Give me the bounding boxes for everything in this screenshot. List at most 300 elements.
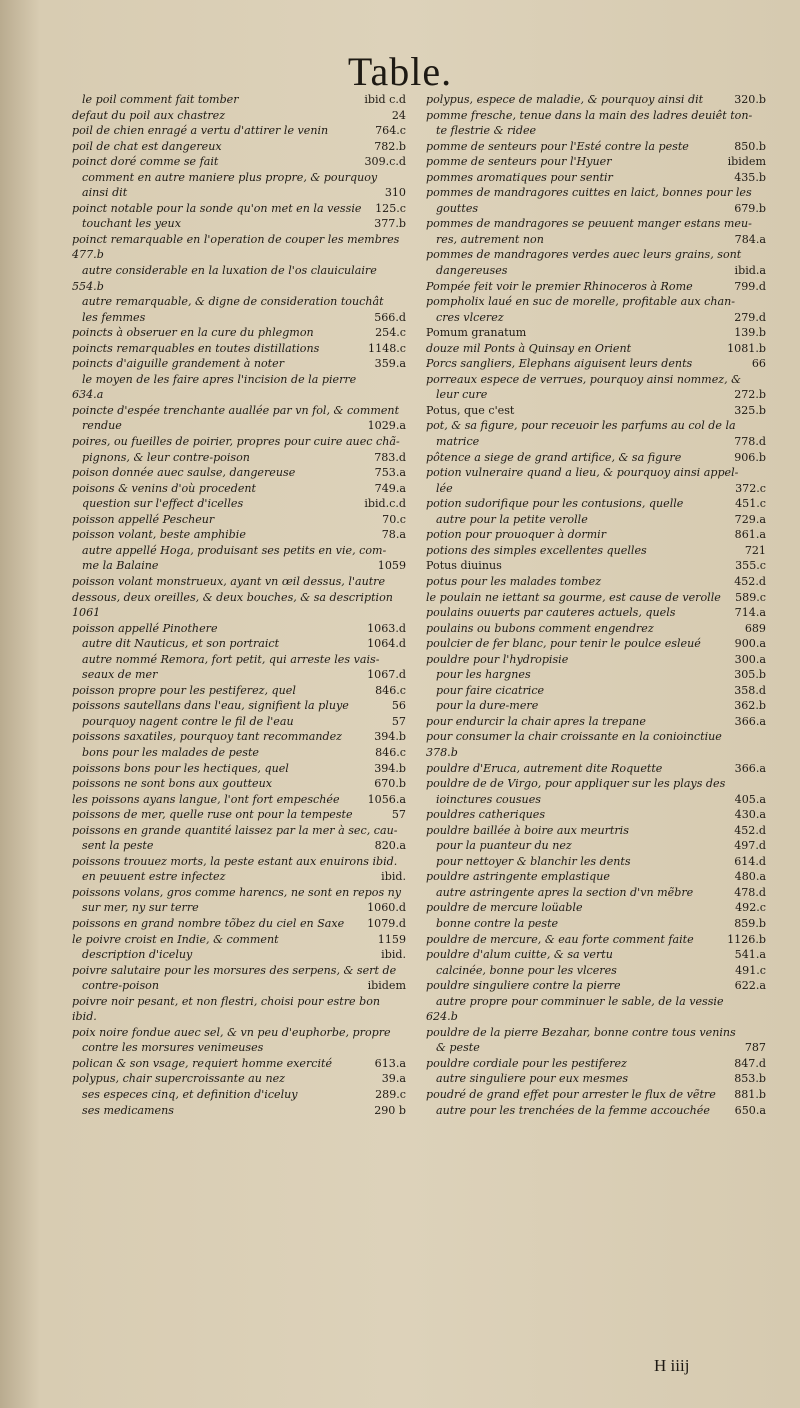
- index-entry: [72, 792, 406, 808]
- entry-text: poissons saxatiles, pourquoy tant recommandez: [72, 730, 343, 744]
- entry-text: pouldre de mercure, & eau forte comment faite: [426, 932, 694, 946]
- entry-text: ainsi dit: [82, 186, 128, 200]
- entry-page-ref: 139.b: [734, 326, 766, 340]
- index-entry: [426, 154, 766, 170]
- index-entry: [426, 1103, 766, 1119]
- entry-page-ref: 846.c: [375, 683, 406, 697]
- index-entry: [72, 574, 406, 590]
- index-entry: [426, 947, 766, 963]
- entry-text: pignons, & leur contre-poison: [82, 450, 250, 464]
- index-entry: [426, 745, 766, 761]
- index-entry: [426, 341, 766, 357]
- entry-page-ref: 1029.a: [367, 419, 406, 433]
- entry-page-ref: 714.a: [734, 606, 766, 620]
- entry-text: pour la dure-mere: [436, 699, 539, 713]
- index-entry: [72, 621, 406, 637]
- entry-text: pourquoy nagent contre le fil de l'eau: [82, 714, 294, 728]
- entry-text: 624.b: [426, 1010, 458, 1024]
- index-entry: [426, 869, 766, 885]
- index-entry: [72, 216, 406, 232]
- entry-text: sur mer, ny sur terre: [82, 901, 199, 915]
- index-entry: [426, 729, 766, 745]
- index-entry: [72, 527, 406, 543]
- entry-text: douze mil Ponts à Quinsay en Orient: [426, 341, 632, 355]
- entry-text: pouldre singuliere contre la pierre: [426, 979, 621, 993]
- entry-page-ref: 721: [744, 543, 766, 557]
- index-entry: [72, 185, 406, 201]
- entry-page-ref: 305.b: [734, 668, 766, 682]
- entry-page-ref: 372.c: [735, 481, 766, 495]
- index-entry: [72, 294, 406, 310]
- index-entry: [72, 776, 406, 792]
- entry-text: bonne contre la peste: [436, 916, 559, 930]
- index-entry: [426, 605, 766, 621]
- entry-page-ref: 355.c: [735, 559, 766, 573]
- entry-text: Potus diuinus: [426, 559, 502, 573]
- entry-page-ref: 853.b: [734, 1072, 766, 1086]
- entry-text: 1061: [72, 606, 101, 620]
- entry-page-ref: 900.a: [734, 637, 766, 651]
- entry-page-ref: 125.c: [375, 201, 406, 215]
- index-entry: [72, 605, 406, 621]
- index-entry: [72, 636, 406, 652]
- entry-text: polican & son vsage, requiert homme exercité: [72, 1056, 333, 1070]
- index-entry: [72, 869, 406, 885]
- entry-text: pouldre baillée à boire aux meurtris: [426, 823, 629, 837]
- entry-text: poisson volant monstrueux, ayant vn œil dessus, l'autre: [72, 574, 386, 588]
- entry-page-ref: ibid.c.d: [364, 497, 406, 511]
- index-entry: [72, 201, 406, 217]
- entry-page-ref: 325.b: [734, 403, 766, 417]
- entry-text: poivre noir pesant, et non flestri, choisi pour estre bon: [72, 994, 381, 1008]
- entry-page-ref: 1060.d: [367, 901, 406, 915]
- index-entry: [426, 994, 766, 1010]
- entry-page-ref: 451.c: [735, 497, 766, 511]
- index-entry: [72, 232, 406, 248]
- entry-text: poison donnée auec saulse, dangereuse: [72, 466, 296, 480]
- entry-page-ref: 799.d: [734, 279, 766, 293]
- entry-text: pomme de senteurs pour l'Hyuer: [426, 155, 612, 169]
- entry-text: pot, & sa figure, pour receuoir les parfums au col de la: [426, 419, 736, 433]
- entry-text: autre propre pour comminuer le sable, de la vessie: [436, 994, 724, 1008]
- entry-text: pompholix laué en suc de morelle, profitable aux chan-: [426, 295, 735, 309]
- entry-text: pouldre pour l'hydropisie: [426, 652, 569, 666]
- entry-page-ref: ibid.: [381, 870, 406, 884]
- index-entry: [426, 216, 766, 232]
- index-entry: [72, 947, 406, 963]
- entry-page-ref: ibid c.d: [364, 93, 406, 106]
- entry-page-ref: 279.d: [734, 310, 766, 324]
- entry-page-ref: 689: [744, 621, 766, 635]
- entry-page-ref: 405.a: [734, 792, 766, 806]
- index-entry: [72, 558, 406, 574]
- index-entry: [426, 698, 766, 714]
- index-entry: [72, 1071, 406, 1087]
- entry-page-ref: 310: [384, 186, 406, 200]
- entry-text: autre dit Nauticus, et son portraict: [82, 637, 280, 651]
- index-entry: [72, 325, 406, 341]
- index-entry: [426, 310, 766, 326]
- entry-page-ref: 784.a: [734, 232, 766, 246]
- index-entry: [426, 652, 766, 668]
- index-entry: [72, 916, 406, 932]
- index-entry: [72, 807, 406, 823]
- index-entry: [72, 729, 406, 745]
- index-entry: [426, 481, 766, 497]
- index-entry: [426, 792, 766, 808]
- entry-text: dessous, deux oreilles, & deux bouches, & sa description: [72, 590, 393, 604]
- entry-text: poinct remarquable en l'operation de couper les membres: [72, 232, 400, 246]
- index-entry: [426, 667, 766, 683]
- index-entry: [72, 963, 406, 979]
- entry-page-ref: 358.d: [734, 683, 766, 697]
- entry-page-ref: 679.b: [734, 201, 766, 215]
- entry-text: pouldre de la pierre Bezahar, bonne contre tous venins: [426, 1025, 736, 1039]
- index-entry: [426, 123, 766, 139]
- entry-text: pour les hargnes: [436, 668, 531, 682]
- index-entry: [426, 1056, 766, 1072]
- entry-text: autre appellé Hoga, produisant ses petits en vie, com-: [82, 543, 387, 557]
- index-entry: [72, 714, 406, 730]
- entry-page-ref: 497.d: [734, 839, 766, 853]
- entry-text: le poulain ne iettant sa gourme, est cause de verolle: [426, 590, 721, 604]
- entry-text: le moyen de les faire apres l'incision de la pierre: [82, 372, 357, 386]
- index-entry: [426, 900, 766, 916]
- entry-text: & peste: [436, 1041, 480, 1055]
- entry-page-ref: 78.a: [381, 528, 406, 542]
- entry-page-ref: 1067.d: [367, 668, 406, 682]
- entry-text: pouldre astringente emplastique: [426, 870, 610, 884]
- index-entry: [426, 434, 766, 450]
- index-entry: [426, 418, 766, 434]
- entry-text: potion vulneraire quand a lieu, & pourquoy ainsi appel-: [426, 466, 739, 480]
- entry-page-ref: 366.a: [734, 714, 766, 728]
- index-entry: [426, 92, 766, 108]
- index-entry: [72, 854, 406, 870]
- entry-page-ref: 764.c: [375, 124, 406, 138]
- index-entry: [72, 341, 406, 357]
- entry-page-ref: 394.b: [374, 730, 406, 744]
- index-entry: [426, 232, 766, 248]
- index-entry: [426, 543, 766, 559]
- entry-page-ref: 70.c: [382, 512, 406, 526]
- entry-page-ref: 57: [391, 714, 406, 728]
- entry-text: calcinée, bonne pour les vlceres: [436, 963, 617, 977]
- entry-page-ref: 362.b: [734, 699, 766, 713]
- entry-page-ref: 749.a: [374, 481, 406, 495]
- entry-text: res, autrement non: [436, 232, 544, 246]
- entry-text: poissons ne sont bons aux goutteux: [72, 777, 272, 791]
- entry-page-ref: 566.d: [374, 310, 406, 324]
- index-entry: [72, 387, 406, 403]
- index-entry: [426, 932, 766, 948]
- entry-page-ref: 783.d: [374, 450, 406, 464]
- index-entry: [426, 683, 766, 699]
- entry-page-ref: 359.a: [374, 357, 406, 371]
- index-entry: [72, 170, 406, 186]
- entry-text: pouldre d'alum cuitte, & sa vertu: [426, 948, 613, 962]
- entry-text: le poil comment fait tomber: [82, 93, 239, 106]
- entry-text: porreaux espece de verrues, pourquoy ainsi nommez, &: [426, 372, 742, 386]
- entry-text: pour faire cicatrice: [436, 683, 545, 697]
- entry-page-ref: 1081.b: [727, 341, 766, 355]
- index-entry: [426, 776, 766, 792]
- entry-text: Pomum granatum: [426, 326, 527, 340]
- entry-text: poissons en grand nombre tõbez du ciel en Saxe: [72, 916, 345, 930]
- entry-text: poincts d'aiguille grandement à noter: [72, 357, 284, 371]
- index-entry: [72, 900, 406, 916]
- index-entry: [426, 185, 766, 201]
- entry-text: autre nommé Remora, fort petit, qui arreste les vais-: [82, 652, 380, 666]
- entry-text: poinct doré comme se fait: [72, 155, 219, 169]
- entry-text: pomme de senteurs pour l'Esté contre la peste: [426, 139, 689, 153]
- index-entry: [426, 527, 766, 543]
- entry-page-ref: 478.d: [734, 885, 766, 899]
- index-entry: [426, 558, 766, 574]
- entry-text: pommes de mandragores verdes auec leurs grains, sont: [426, 248, 742, 262]
- entry-page-ref: 254.c: [375, 326, 406, 340]
- entry-text: poisson propre pour les pestiferez, quel: [72, 683, 296, 697]
- entry-text: pouldre de mercure loüable: [426, 901, 583, 915]
- entry-text: 554.b: [72, 279, 104, 293]
- entry-page-ref: 1063.d: [367, 621, 406, 635]
- index-entry: [426, 279, 766, 295]
- entry-page-ref: 859.b: [734, 916, 766, 930]
- entry-text: leur cure: [436, 388, 488, 402]
- index-entry: [426, 916, 766, 932]
- entry-text: comment en autre maniere plus propre, & pourquoy: [82, 170, 378, 184]
- entry-text: Porcs sangliers, Elephans aiguisent leurs dents: [426, 357, 693, 371]
- index-entry: [72, 932, 406, 948]
- entry-page-ref: 66: [751, 357, 766, 371]
- entry-text: 378.b: [426, 745, 458, 759]
- index-entry: [72, 418, 406, 434]
- index-entry: [72, 1056, 406, 1072]
- index-entry: [72, 481, 406, 497]
- entry-text: autre considerable en la luxation de l'os clauiculaire: [82, 264, 377, 278]
- entry-page-ref: 309.c.d: [364, 155, 406, 169]
- index-entry: [72, 667, 406, 683]
- index-entry: [426, 963, 766, 979]
- entry-page-ref: 320.b: [734, 93, 766, 106]
- entry-page-ref: 435.b: [734, 170, 766, 184]
- entry-text: ses medicamens: [82, 1103, 174, 1117]
- index-entry: [426, 838, 766, 854]
- entry-text: autre remarquable, & digne de consideration touchât: [82, 295, 384, 309]
- entry-page-ref: ibidem: [367, 979, 406, 993]
- index-entry: [426, 1025, 766, 1041]
- index-entry: [72, 745, 406, 761]
- entry-text: sent la peste: [82, 839, 154, 853]
- entry-text: pouldre cordiale pour les pestiferez: [426, 1056, 627, 1070]
- entry-page-ref: 289.c: [375, 1088, 406, 1101]
- index-entry: [426, 294, 766, 310]
- entry-page-ref: 1159: [377, 932, 406, 946]
- entry-text: poil de chien enragé a vertu d'attirer le venin: [72, 124, 329, 138]
- entry-text: te flestrie & ridee: [436, 124, 537, 138]
- index-column-left: [72, 92, 406, 1118]
- entry-text: question sur l'effect d'icelles: [82, 497, 244, 511]
- entry-text: touchant les yeux: [82, 217, 181, 231]
- index-entry: [72, 838, 406, 854]
- entry-page-ref: 56: [391, 699, 406, 713]
- index-entry: [72, 512, 406, 528]
- entry-page-ref: 820.a: [374, 839, 406, 853]
- entry-page-ref: 452.d: [734, 574, 766, 588]
- index-entry: [72, 1087, 406, 1103]
- entry-page-ref: 753.a: [374, 466, 406, 480]
- entry-text: potions des simples excellentes quelles: [426, 543, 647, 557]
- index-entry: [426, 885, 766, 901]
- entry-page-ref: 778.d: [734, 435, 766, 449]
- entry-text: autre pour les trenchées de la femme accouchée: [436, 1103, 710, 1117]
- entry-page-ref: 1064.d: [367, 637, 406, 651]
- index-entry: [426, 356, 766, 372]
- index-entry: [426, 1071, 766, 1087]
- index-entry: [72, 1040, 406, 1056]
- entry-page-ref: 1126.b: [727, 932, 766, 946]
- entry-page-ref: 614.d: [734, 854, 766, 868]
- index-entry: [426, 201, 766, 217]
- entry-page-ref: 366.a: [734, 761, 766, 775]
- entry-page-ref: ibidem: [727, 155, 766, 169]
- entry-text: pour nettoyer & blanchir les dents: [436, 854, 631, 868]
- entry-page-ref: 787: [744, 1041, 766, 1055]
- index-entry: [72, 683, 406, 699]
- index-entry: [72, 698, 406, 714]
- entry-text: poincts à obseruer en la cure du phlegmon: [72, 326, 314, 340]
- entry-text: poisson appellé Pinothere: [72, 621, 218, 635]
- index-entry: [426, 512, 766, 528]
- entry-text: potion sudorifique pour les contusions, quelle: [426, 497, 684, 511]
- entry-text: lée: [436, 481, 453, 495]
- entry-text: les poissons ayans langue, l'ont fort empeschée: [72, 792, 340, 806]
- entry-text: autre pour la petite verolle: [436, 512, 588, 526]
- entry-text: poissons sautellans dans l'eau, signifient la pluye: [72, 699, 349, 713]
- entry-text: pouldres catheriques: [426, 808, 546, 822]
- index-entry: [426, 590, 766, 606]
- entry-text: polypus, espece de maladie, & pourquoy ainsi dit: [426, 93, 704, 106]
- index-entry: [72, 263, 406, 279]
- entry-text: ses especes cinq, et definition d'iceluy: [82, 1088, 298, 1101]
- entry-text: poulains ou bubons comment engendrez: [426, 621, 654, 635]
- index-entry: [72, 823, 406, 839]
- entry-page-ref: 272.b: [734, 388, 766, 402]
- entry-text: poisson appellé Pescheur: [72, 512, 215, 526]
- index-entry: [72, 994, 406, 1010]
- entry-page-ref: 847.d: [734, 1056, 766, 1070]
- index-entry: [72, 1009, 406, 1025]
- index-entry: [426, 823, 766, 839]
- entry-text: pouldre d'Eruca, autrement dite Roquette: [426, 761, 663, 775]
- entry-text: description d'iceluy: [82, 948, 193, 962]
- entry-text: poil de chat est dangereux: [72, 139, 222, 153]
- index-entry: [72, 1025, 406, 1041]
- entry-text: poissons volans, gros comme harencs, ne sont en repos ny: [72, 885, 402, 899]
- entry-page-ref: 670.b: [374, 777, 406, 791]
- entry-text: poissons trouuez morts, la peste estant aux enuirons ibid.: [72, 854, 398, 868]
- page-title: Table.: [347, 49, 453, 94]
- entry-text: poissons bons pour les hectiques, quel: [72, 761, 289, 775]
- entry-text: seaux de mer: [82, 668, 158, 682]
- entry-text: poulcier de fer blanc, pour tenir le poulce esleué: [426, 637, 701, 651]
- entry-text: poincts remarquables en toutes distillations: [72, 341, 320, 355]
- signature-mark: H iiij: [654, 1356, 690, 1375]
- index-entry: [72, 123, 406, 139]
- entry-page-ref: 492.c: [735, 901, 766, 915]
- index-entry: [426, 854, 766, 870]
- entry-text: 477.b: [72, 248, 104, 262]
- entry-text: potus pour les malades tombez: [426, 574, 602, 588]
- entry-text: pour endurcir la chair apres la trepane: [426, 714, 646, 728]
- entry-text: pommes de mandragores se peuuent manger estans meu-: [426, 217, 752, 231]
- index-entry: [72, 543, 406, 559]
- index-entry: [426, 170, 766, 186]
- entry-page-ref: 906.b: [734, 450, 766, 464]
- index-entry: [426, 139, 766, 155]
- entry-page-ref: 1056.a: [367, 792, 406, 806]
- index-entry: [426, 761, 766, 777]
- index-entry: [72, 590, 406, 606]
- entry-text: Pompée feit voir le premier Rhinoceros à Rome: [426, 279, 693, 293]
- index-entry: [72, 154, 406, 170]
- index-entry: [426, 714, 766, 730]
- index-entry: [72, 279, 406, 295]
- entry-page-ref: 300.a: [734, 652, 766, 666]
- entry-page-ref: 394.b: [374, 761, 406, 775]
- entry-text: poincte d'espée trenchante auallée par vn fol, & comment: [72, 403, 400, 417]
- entry-page-ref: 57: [391, 808, 406, 822]
- index-entry: [72, 652, 406, 668]
- entry-text: poisson volant, beste amphibie: [72, 528, 246, 542]
- index-column-right: [426, 92, 766, 1118]
- entry-text: poivre salutaire pour les morsures des serpens, & sert de: [72, 963, 397, 977]
- index-entry: [72, 978, 406, 994]
- entry-page-ref: 1148.c: [368, 341, 406, 355]
- index-entry: [426, 1087, 766, 1103]
- entry-page-ref: 491.c: [735, 963, 766, 977]
- entry-text: poinct notable pour la sonde qu'on met en la vessie: [72, 201, 362, 215]
- index-entry: [426, 1040, 766, 1056]
- entry-page-ref: 480.a: [734, 870, 766, 884]
- index-entry: [72, 885, 406, 901]
- index-entry: [426, 263, 766, 279]
- entry-page-ref: 589.c: [735, 590, 766, 604]
- entry-text: pommes aromatiques pour sentir: [426, 170, 613, 184]
- entry-page-ref: 24: [391, 108, 406, 122]
- index-entry: [72, 450, 406, 466]
- entry-text: poires, ou fueilles de poirier, propres pour cuire auec chã-: [72, 435, 400, 449]
- entry-page-ref: 846.c: [375, 745, 406, 759]
- entry-text: rendue: [82, 419, 122, 433]
- index-entry: [72, 372, 406, 388]
- entry-page-ref: ibid.a: [734, 264, 766, 278]
- index-entry: [72, 92, 406, 108]
- entry-page-ref: 452.d: [734, 823, 766, 837]
- index-entry: [72, 434, 406, 450]
- entry-text: gouttes: [436, 201, 479, 215]
- entry-page-ref: 729.a: [734, 512, 766, 526]
- entry-page-ref: 850.b: [734, 139, 766, 153]
- index-entry: [72, 761, 406, 777]
- entry-page-ref: 1079.d: [367, 916, 406, 930]
- entry-text: me la Balaine: [82, 559, 159, 573]
- entry-page-ref: 861.a: [734, 528, 766, 542]
- entry-page-ref: 650.a: [734, 1103, 766, 1117]
- index-entry: [426, 465, 766, 481]
- index-entry: [426, 387, 766, 403]
- entry-text: autre astringente apres la section d'vn mẽbre: [436, 885, 694, 899]
